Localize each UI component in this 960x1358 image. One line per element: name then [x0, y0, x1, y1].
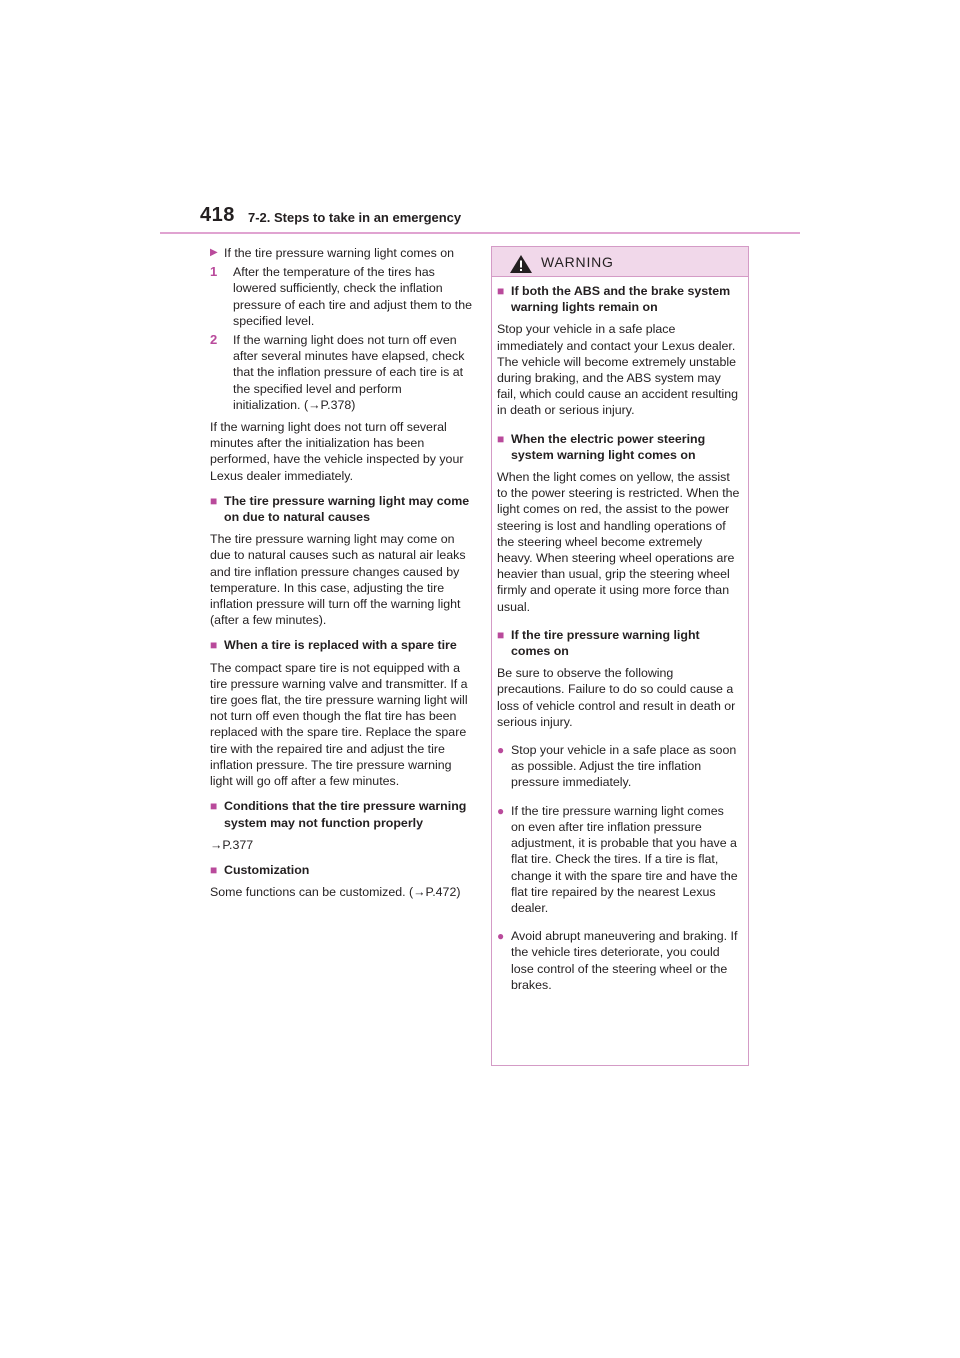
section-body: The compact spare tire is not equipped with a tire pressure warning valve and transmitter. If a tire goes flat, the tire pressure warning light will not turn off even though the flat tire has been replaced with the spare tire. Replace the spare tire with the repaired tire and adjust the tire inflation pressure. The tire pressure warning light will go off after a few minutes.: [210, 660, 468, 789]
warning-box: [491, 246, 749, 1066]
square-bullet-icon: ■: [497, 284, 505, 298]
section-body: The tire pressure warning light may come on due to natural causes such as natural air leaks and tire inflation pressure changes caused by temperature. In this case, adjusting the tire inflation pressure will turn off the warning light (after a few minutes).: [210, 532, 466, 628]
step-number: 2: [210, 332, 218, 348]
step-text: If the warning light does not turn off even after several minutes have elapsed, check that the inflation pressure of each tire is at the specified level and perform initialization. (→P.378): [233, 333, 465, 412]
square-bullet-icon: ■: [210, 862, 218, 877]
square-bullet-icon: ■: [210, 799, 218, 814]
warning-title: WARNING: [541, 254, 614, 270]
section-heading: ■ The tire pressure warning light may come on due to natural causes: [210, 493, 470, 525]
section-heading: ■ When a tire is replaced with a spare tire: [210, 638, 457, 653]
square-bullet-icon: ■: [497, 627, 505, 642]
warning-section-body: When the light comes on yellow, the assist to the power steering is restricted. When the light comes on red, the assist to the power steering is lost and handling operations of the steering wheel become extremely heavy. When steering wheel operations are heavier than usual, grip the steering wheel firmly and operate it using more force than usual.: [497, 470, 740, 614]
square-bullet-icon: ■: [210, 638, 218, 653]
section-body: Some functions can be customized. (→P.472): [210, 885, 461, 900]
page-reference: →P.377: [210, 837, 254, 852]
warning-section-heading: ■ If the tire pressure warning light comes on: [497, 627, 700, 659]
step-number: 1: [210, 264, 218, 280]
square-bullet-icon: ■: [497, 431, 505, 446]
step-2: [210, 332, 472, 413]
warning-body: [492, 277, 748, 993]
paragraph: If the warning light does not turn off several minutes after the initialization has been performed, have the vehicle inspected by your Lexus dealer immediately.: [210, 420, 464, 483]
page-header: [200, 204, 800, 234]
step-text: After the temperature of the tires has lowered sufficiently, check the inflation pressure of each tire and adjust them to the specified level.: [233, 265, 473, 328]
dot-bullet-icon: ●: [497, 929, 505, 944]
warning-bullet: ● If the tire pressure warning light comes on even after tire inflation pressure adjustment, it is probable that you have a flat tire. Check the tires. If a tire is flat, change it with the spare tire and have the flat tire repaired by the nearest Lexus dealer.: [497, 803, 738, 915]
warning-section-heading: ■ If both the ABS and the brake system warning lights remain on: [497, 284, 731, 315]
warning-section-body: Stop your vehicle in a safe place immediately and contact your Lexus dealer. The vehicle will become extremely unstable during braking, and the ABS system may fail, which could cause an accident resulting in death or serious injury.: [497, 322, 739, 418]
warning-section-heading: ■ When the electric power steering system warning light comes on: [497, 431, 706, 462]
square-bullet-icon: ■: [210, 493, 218, 508]
triangle-bullet-icon: ▶: [210, 247, 218, 258]
step-1: [210, 264, 472, 329]
dot-bullet-icon: ●: [497, 743, 505, 758]
page-number: 418: [200, 204, 235, 226]
warning-bullet: ● Avoid abrupt maneuvering and braking. If the vehicle tires deteriorate, you could lose control of the steering wheel or the brakes.: [497, 929, 738, 992]
section-heading: ■ Customization: [210, 862, 310, 877]
left-column: [210, 245, 472, 900]
dot-bullet-icon: ●: [497, 803, 505, 818]
header-rule: [160, 232, 800, 234]
warning-bullet: ● Stop your vehicle in a safe place as soon as possible. Adjust the tire inflation pressure immediately.: [497, 743, 737, 790]
warning-section-body: Be sure to observe the following precautions. Failure to do so could cause a loss of vehicle control and result in death or serious injury.: [497, 666, 736, 729]
warning-triangle-icon: [510, 255, 532, 273]
tri-heading-text: If the tire pressure warning light comes on: [224, 246, 455, 260]
section-title: 7-2. Steps to take in an emergency: [248, 210, 462, 225]
section-heading: ■ Conditions that the tire pressure warning system may not function properly: [210, 799, 467, 830]
tri-heading: [210, 245, 472, 261]
warning-header: [492, 247, 748, 277]
